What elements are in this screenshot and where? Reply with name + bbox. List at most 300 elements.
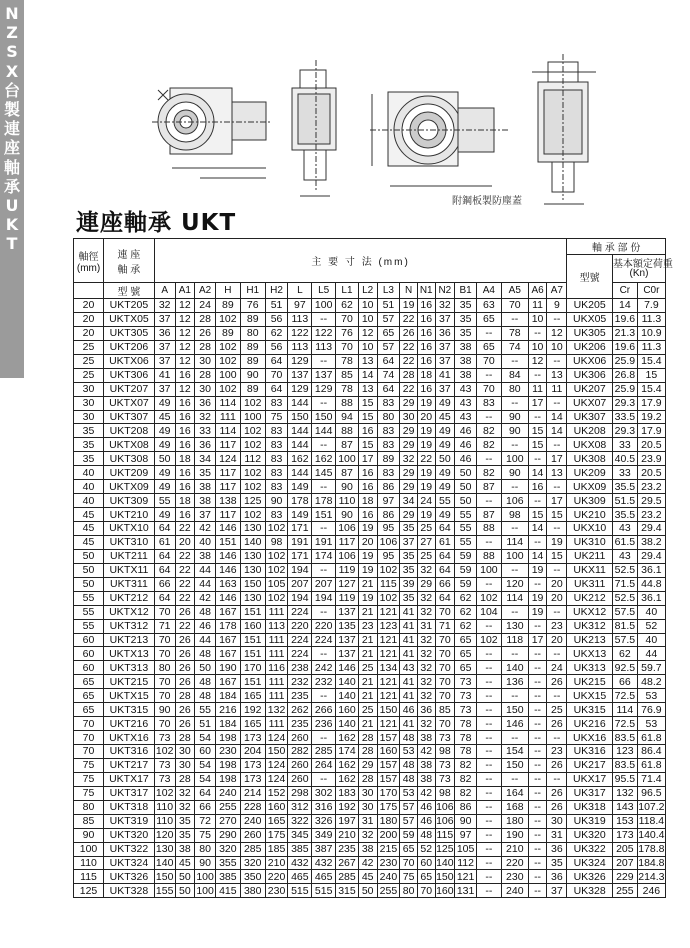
- table-cell: 29.5: [637, 494, 665, 508]
- table-cell: 48: [195, 675, 216, 689]
- table-cell: 82: [455, 786, 477, 800]
- table-cell: UKT326: [104, 870, 155, 884]
- table-row: [74, 786, 666, 800]
- table-cell: 21: [358, 605, 377, 619]
- table-cell: 73: [154, 731, 175, 745]
- table-cell: 432: [288, 856, 312, 870]
- table-cell: 62: [336, 299, 359, 313]
- table-cell: 90: [501, 410, 528, 424]
- table-cell: 123: [377, 619, 400, 633]
- table-cell: 29: [400, 396, 418, 410]
- table-row: [74, 647, 666, 661]
- table-cell: UKT211: [104, 549, 155, 563]
- table-cell: UKT216: [104, 717, 155, 731]
- table-cell: 150: [436, 870, 454, 883]
- dim-col-header: A: [154, 283, 175, 299]
- table-cell: 28: [358, 772, 377, 786]
- table-cell: 23.2: [637, 508, 665, 522]
- table-row: [74, 828, 666, 842]
- table-cell: UK320: [567, 828, 613, 842]
- table-cell: 22: [175, 563, 195, 577]
- table-cell: 194: [312, 591, 336, 605]
- table-cell: --: [528, 689, 547, 703]
- table-cell: 71.4: [637, 772, 665, 786]
- table-cell: 90: [336, 508, 359, 522]
- table-cell: 140.4: [638, 829, 665, 842]
- table-cell: UK316: [567, 745, 613, 759]
- table-cell: 16: [417, 382, 435, 396]
- table-cell: 87: [336, 466, 359, 480]
- table-cell: 146: [215, 549, 240, 563]
- shaft-unit-cell: [74, 283, 104, 299]
- table-cell: 32: [435, 299, 455, 313]
- table-cell: 246: [637, 884, 665, 898]
- table-cell: 32: [417, 717, 435, 731]
- table-cell: 32: [175, 786, 195, 800]
- table-cell: --: [476, 619, 501, 633]
- table-cell: UK217: [567, 758, 613, 772]
- table-cell: 198: [215, 772, 240, 786]
- table-cell: 22: [175, 619, 195, 633]
- table-cell: 146: [215, 563, 240, 577]
- table-row: [74, 772, 666, 786]
- table-cell: 65: [476, 340, 501, 354]
- table-cell: 88: [476, 549, 501, 563]
- table-row: [74, 703, 666, 717]
- table-cell: 70: [336, 312, 359, 326]
- table-cell: 185: [265, 842, 288, 856]
- table-cell: 32: [417, 661, 435, 675]
- table-cell: 83: [377, 396, 400, 410]
- table-cell: 322: [288, 814, 312, 828]
- table-cell: 22: [175, 591, 195, 605]
- table-cell: 198: [215, 731, 240, 745]
- table-cell: 191: [288, 535, 312, 549]
- table-cell: 121: [377, 717, 400, 731]
- table-cell: --: [476, 814, 501, 828]
- table-row: [74, 494, 666, 508]
- table-cell: 42: [417, 786, 435, 800]
- table-cell: 41: [400, 619, 418, 633]
- table-cell: 82: [476, 424, 501, 438]
- table-cell: 10: [358, 340, 377, 354]
- table-cell: 16: [175, 410, 195, 424]
- dim-col-header: A5: [501, 283, 528, 299]
- table-cell: --: [476, 535, 501, 549]
- table-cell: UK317: [567, 786, 613, 800]
- table-cell: 66: [435, 577, 455, 591]
- table-cell: 25: [358, 703, 377, 717]
- table-cell: 282: [288, 745, 312, 759]
- table-cell: 64: [154, 522, 175, 536]
- table-cell: UKX13: [567, 647, 613, 661]
- table-cell: 26: [547, 800, 567, 814]
- table-cell: 15: [528, 438, 547, 452]
- table-cell: 230: [377, 856, 400, 870]
- table-cell: 14: [528, 549, 547, 563]
- table-cell: 62: [455, 605, 477, 619]
- table-cell: 153: [612, 814, 637, 828]
- table-cell: 43: [455, 396, 477, 410]
- table-cell: 30: [400, 410, 418, 424]
- table-cell: UK309: [567, 494, 613, 508]
- table-row: [74, 758, 666, 772]
- table-cell: 70: [501, 299, 528, 313]
- table-cell: 53: [637, 689, 665, 703]
- table-cell: 64: [435, 549, 455, 563]
- table-cell: --: [476, 772, 501, 786]
- table-cell: UKTX13: [104, 647, 155, 661]
- table-cell: UKT320: [104, 828, 155, 842]
- table-cell: 30: [358, 786, 377, 800]
- table-cell: UK207: [567, 382, 613, 396]
- table-cell: --: [312, 312, 336, 326]
- table-cell: --: [547, 480, 567, 494]
- table-cell: 80: [377, 410, 400, 424]
- table-cell: 50: [455, 480, 477, 494]
- table-cell: UKTX06: [104, 354, 155, 368]
- table-cell: --: [528, 703, 547, 717]
- side-tab-char: Z: [6, 23, 18, 43]
- table-row: [74, 508, 666, 522]
- table-cell: UKT215: [104, 675, 155, 689]
- table-cell: 37: [154, 382, 175, 396]
- table-cell: 38: [417, 731, 435, 745]
- table-cell: 240: [240, 814, 265, 828]
- table-cell: --: [312, 480, 336, 494]
- table-cell: 38: [195, 494, 216, 508]
- table-cell: 380: [240, 884, 265, 898]
- table-cell: 80: [400, 884, 418, 898]
- table-cell: 95: [377, 522, 400, 536]
- table-cell: --: [476, 870, 501, 884]
- table-cell: --: [476, 884, 501, 898]
- table-cell: 70: [476, 382, 501, 396]
- table-cell: 184: [215, 717, 240, 731]
- table-cell: --: [528, 758, 547, 772]
- table-row: [74, 410, 666, 424]
- table-cell: 28: [195, 312, 216, 326]
- table-cell: 178: [215, 619, 240, 633]
- table-cell: 48: [400, 758, 418, 772]
- table-cell: 100: [312, 299, 336, 313]
- table-cell: 72.5: [612, 689, 637, 703]
- table-cell: 235: [288, 689, 312, 703]
- table-cell: 88: [336, 396, 359, 410]
- table-cell: 100: [336, 452, 359, 466]
- table-cell: 33: [612, 466, 637, 480]
- table-cell: 73: [435, 758, 455, 772]
- table-cell: 64: [265, 382, 288, 396]
- table-cell: 102: [265, 563, 288, 577]
- table-cell: --: [476, 842, 501, 856]
- side-tab-char: S: [6, 42, 18, 62]
- table-cell: 83.5: [612, 731, 637, 745]
- table-cell: 86.4: [637, 745, 665, 759]
- table-cell: 62: [612, 647, 637, 661]
- table-cell: 49: [435, 396, 455, 410]
- table-cell: 73: [154, 772, 175, 786]
- table-cell: 160: [265, 800, 288, 814]
- table-cell: 32: [417, 605, 435, 619]
- table-cell: 130: [240, 591, 265, 605]
- table-cell: 18: [175, 494, 195, 508]
- table-cell: UKX11: [567, 563, 613, 577]
- table-cell: 29.3: [612, 396, 637, 410]
- table-cell: 33.5: [612, 410, 637, 424]
- table-cell: 78: [455, 731, 477, 745]
- table-cell: 110: [156, 801, 174, 814]
- table-cell: 71: [435, 619, 455, 633]
- table-cell: 22: [175, 522, 195, 536]
- table-cell: 49: [154, 438, 175, 452]
- table-cell: 102: [240, 424, 265, 438]
- table-cell: UK212: [567, 591, 613, 605]
- table-cell: 89: [240, 312, 265, 326]
- table-row: [74, 438, 666, 452]
- table-cell: UKT319: [104, 814, 155, 828]
- table-cell: 160: [240, 619, 265, 633]
- table-cell: 113: [288, 312, 312, 326]
- table-cell: --: [476, 647, 501, 661]
- table-cell: 14: [547, 410, 567, 424]
- table-cell: 157: [377, 758, 400, 772]
- table-cell: 415: [215, 884, 240, 898]
- table-cell: 115: [74, 870, 104, 884]
- table-cell: 75: [74, 758, 104, 772]
- table-cell: 17: [528, 396, 547, 410]
- table-cell: 345: [288, 828, 312, 842]
- table-cell: 111: [265, 647, 288, 661]
- table-row: [74, 591, 666, 605]
- table-cell: 110: [74, 856, 104, 870]
- table-cell: 55: [74, 591, 104, 605]
- table-cell: 164: [501, 786, 528, 800]
- table-cell: 146: [336, 661, 359, 675]
- table-cell: 24: [547, 661, 567, 675]
- table-cell: 55: [74, 605, 104, 619]
- table-cell: 149: [288, 508, 312, 522]
- table-cell: UKT311: [104, 577, 155, 591]
- table-cell: UKT313: [104, 661, 155, 675]
- table-cell: --: [528, 842, 547, 856]
- housing-header: 連 座 軸 承: [104, 239, 155, 283]
- table-cell: 35: [455, 299, 477, 313]
- table-cell: 157: [377, 772, 400, 786]
- table-cell: 26: [400, 326, 418, 340]
- table-cell: 38: [417, 772, 435, 786]
- table-cell: 230: [265, 884, 288, 898]
- table-cell: 54: [195, 772, 216, 786]
- table-cell: --: [528, 535, 547, 549]
- table-cell: UK305: [567, 326, 613, 340]
- table-cell: 38: [455, 354, 477, 368]
- table-cell: 16: [358, 508, 377, 522]
- table-cell: --: [528, 786, 547, 800]
- table-cell: 19: [528, 563, 547, 577]
- table-cell: 160: [377, 745, 400, 759]
- table-cell: 41: [400, 689, 418, 703]
- table-cell: --: [476, 800, 501, 814]
- table-cell: 35: [74, 452, 104, 466]
- table-cell: 149: [288, 480, 312, 494]
- table-cell: 235: [288, 717, 312, 731]
- table-cell: 37: [435, 354, 455, 368]
- table-cell: 106: [436, 815, 454, 828]
- table-cell: 44: [637, 647, 665, 661]
- table-cell: 171: [288, 549, 312, 563]
- table-cell: 51: [265, 299, 288, 313]
- table-cell: 140: [240, 535, 265, 549]
- table-cell: 106: [336, 522, 359, 536]
- table-cell: 167: [215, 633, 240, 647]
- table-cell: 140: [336, 675, 359, 689]
- table-cell: 38: [358, 842, 377, 856]
- table-cell: 115: [436, 829, 454, 842]
- table-cell: 119: [336, 563, 359, 577]
- table-cell: 49: [154, 466, 175, 480]
- table-cell: 200: [377, 828, 400, 842]
- table-cell: 125: [436, 843, 454, 856]
- table-cell: 96.5: [637, 786, 665, 800]
- table-cell: UKT206: [104, 340, 155, 354]
- table-cell: 12: [175, 326, 195, 340]
- table-cell: 98: [435, 745, 455, 759]
- table-cell: 88: [336, 424, 359, 438]
- table-cell: 220: [265, 870, 288, 884]
- table-cell: 22: [400, 340, 418, 354]
- table-cell: 87: [476, 480, 501, 494]
- table-cell: UK210: [567, 508, 613, 522]
- table-cell: 25: [74, 368, 104, 382]
- table-cell: 167: [215, 675, 240, 689]
- table-cell: 17.9: [637, 424, 665, 438]
- table-cell: 21: [358, 675, 377, 689]
- table-cell: 61.8: [637, 731, 665, 745]
- table-cell: 38: [417, 758, 435, 772]
- table-cell: 152: [265, 786, 288, 800]
- table-cell: 73: [154, 758, 175, 772]
- table-cell: 64: [154, 563, 175, 577]
- table-cell: 10.9: [637, 326, 665, 340]
- table-cell: 16: [417, 299, 435, 313]
- table-cell: 178.8: [638, 843, 665, 856]
- table-cell: 98: [435, 786, 455, 800]
- table-cell: 125: [240, 494, 265, 508]
- table-cell: 22: [400, 312, 418, 326]
- table-cell: 349: [312, 828, 336, 842]
- table-cell: 17: [528, 633, 547, 647]
- table-cell: 48: [400, 731, 418, 745]
- table-cell: 23.2: [637, 480, 665, 494]
- table-cell: 37: [154, 312, 175, 326]
- table-cell: 21.3: [612, 326, 637, 340]
- table-cell: 19.6: [612, 340, 637, 354]
- table-cell: 50: [74, 577, 104, 591]
- table-cell: 83: [265, 424, 288, 438]
- table-cell: 137: [288, 368, 312, 382]
- table-cell: 90: [265, 494, 288, 508]
- page-title: 連座軸承 UKT: [76, 210, 237, 236]
- table-cell: 38.2: [637, 535, 665, 549]
- table-cell: 111: [265, 605, 288, 619]
- table-cell: 465: [312, 870, 336, 884]
- table-cell: UKX09: [567, 480, 613, 494]
- table-cell: 216: [215, 703, 240, 717]
- table-cell: 62: [455, 591, 477, 605]
- table-cell: --: [528, 772, 547, 786]
- table-cell: 31: [417, 619, 435, 633]
- table-cell: UK211: [567, 549, 613, 563]
- table-cell: UK206: [567, 340, 613, 354]
- table-cell: 144: [288, 438, 312, 452]
- table-row: [74, 856, 666, 870]
- table-cell: 255: [612, 884, 637, 898]
- table-cell: 40: [74, 466, 104, 480]
- table-cell: 30: [547, 814, 567, 828]
- table-cell: 29: [358, 758, 377, 772]
- table-cell: 170: [377, 786, 400, 800]
- table-cell: 264: [312, 758, 336, 772]
- table-cell: 112: [240, 452, 265, 466]
- table-cell: 24: [417, 494, 435, 508]
- table-cell: 22: [417, 452, 435, 466]
- table-cell: 83: [377, 438, 400, 452]
- table-cell: 62: [455, 619, 477, 633]
- table-cell: 42: [195, 591, 216, 605]
- table-row: [74, 619, 666, 633]
- table-cell: 113: [288, 340, 312, 354]
- dim-col-header: N1: [417, 283, 435, 299]
- table-cell: 198: [215, 758, 240, 772]
- table-cell: 240: [501, 884, 528, 898]
- table-cell: 89: [240, 340, 265, 354]
- table-cell: 50: [175, 870, 195, 884]
- table-cell: UKT205: [104, 299, 155, 313]
- dimensions-group-header: 主 要 寸 法 (mm): [154, 239, 567, 283]
- table-cell: 29: [417, 577, 435, 591]
- table-cell: --: [476, 689, 501, 703]
- table-row: [74, 563, 666, 577]
- table-cell: 36.1: [637, 563, 665, 577]
- table-cell: 19: [417, 438, 435, 452]
- table-cell: 15: [547, 508, 567, 522]
- table-cell: 39: [400, 577, 418, 591]
- table-row: [74, 452, 666, 466]
- table-cell: 102: [240, 480, 265, 494]
- table-cell: UK308: [567, 452, 613, 466]
- table-cell: 52.5: [612, 563, 637, 577]
- table-cell: 146: [215, 591, 240, 605]
- table-cell: 11.3: [637, 340, 665, 354]
- table-cell: 267: [336, 856, 359, 870]
- table-cell: 83: [265, 452, 288, 466]
- table-cell: 175: [265, 828, 288, 842]
- table-row: [74, 745, 666, 759]
- table-cell: --: [547, 438, 567, 452]
- table-cell: 25.9: [612, 382, 637, 396]
- table-cell: 26: [547, 675, 567, 689]
- table-cell: --: [501, 689, 528, 703]
- dim-col-header: H1: [240, 283, 265, 299]
- table-cell: 19: [400, 299, 418, 313]
- table-cell: 65: [74, 675, 104, 689]
- table-cell: 70: [417, 884, 435, 898]
- table-cell: 86: [377, 480, 400, 494]
- table-cell: 235: [336, 842, 359, 856]
- table-cell: 32: [417, 563, 435, 577]
- table-cell: 50: [74, 549, 104, 563]
